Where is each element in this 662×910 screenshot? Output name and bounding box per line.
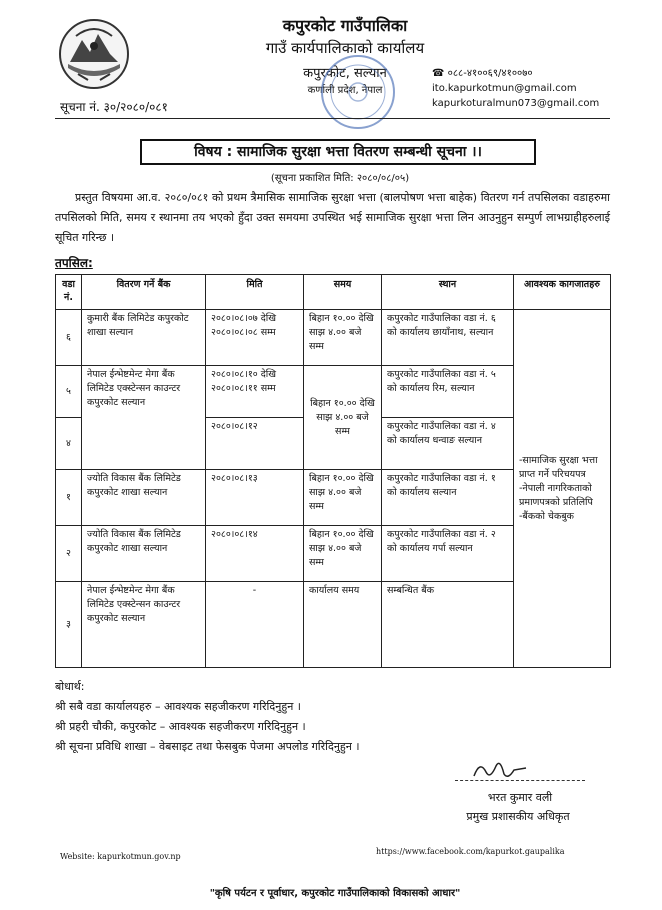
table-header-row (56, 275, 611, 310)
office-stamp-icon (318, 52, 398, 132)
cell-bank-b: कपुरकोट सल्यान (87, 397, 146, 408)
col-docs: आवश्यक कागजातहरु (514, 275, 611, 310)
table-row (56, 310, 611, 366)
cell-place: कपुरकोट गाउँपालिका वडा नं. ६ को कार्यालय छायाँनाथ, सल्यान (382, 310, 514, 366)
cell-date: २०८०।०८।१३ (206, 470, 304, 526)
cell-bank: ज्योति विकास बैंक लिमिटेड कपुरकोट शाखा सल्यान (82, 470, 206, 526)
notice-number: सूचना नं. ३०/२०८०/०८१ (60, 100, 168, 114)
notice-body: प्रस्तुत विषयमा आ.व. २०८०/०८१ को प्रथम त्रैमासिक सामाजिक सुरक्षा भत्ता (बालपोषण भत्ता बाहेक) वितरण गर्न तपसिलका वडाहरुमा तपसिलको मिति, समय र स्थानमा तय भएको हुँदा उक्त समयमा उपस्थित भई सामाजिक सुरक्षा भत्ता लिन आउनुहुन सम्पुर्ण लाभग्राहीहरुलाई सूचित गरिन्छ । (55, 191, 610, 244)
cell-date: २०८०।०८।१४ (206, 526, 304, 582)
cc-line: श्री सूचना प्रविधि शाखा – वेबसाइट तथा फेसबुक पेजमा अपलोड गरिदिनुहुन । (55, 740, 360, 753)
cell-ward: ३ (56, 582, 82, 668)
cell-date: २०८०।०८।१२ (206, 418, 304, 470)
cell-date: २०८०।०८।१० देखि २०८०।०८।११ सम्म (206, 366, 304, 418)
col-place: स्थान (382, 275, 514, 310)
cc-line: श्री सबै वडा कार्यालयहरु – आवश्यक सहजीकरण गरिदिनुहुन । (55, 700, 301, 713)
cell-place: कपुरकोट गाउँपालिका वडा नं. २ को कार्यालय गर्पा सल्यान (382, 526, 514, 582)
phone-line (432, 66, 599, 81)
nepal-emblem-icon (58, 18, 130, 90)
cell-ward: ६ (56, 310, 82, 366)
cell-bank: नेपाल ईन्भेष्टमेन्ट मेगा बैंक लिमिटेड एक्स्टेन्सन काउन्टर कपुरकोट सल्यान (82, 582, 206, 668)
cell-place: कपुरकोट गाउँपालिका वडा नं. ५ को कार्यालय रिम, सल्यान (382, 366, 514, 418)
signatory-title: प्रमुख प्रशासकीय अधिकृत (466, 810, 570, 823)
cell-ward: २ (56, 526, 82, 582)
cell-time: बिहान १०.०० देखि साझ ४.०० बजे सम्म (304, 366, 382, 470)
cell-date: २०८०।०८।०७ देखि २०८०।०८।०८ सम्म (206, 310, 304, 366)
cc-line: श्री प्रहरी चौकी, कपुरकोट – आवश्यक सहजीकरण गरिदिनुहुन । (55, 720, 306, 733)
cell-place: कपुरकोट गाउँपालिका वडा नं. ४ को कार्यालय धन्वाङ सल्यान (382, 418, 514, 470)
office-location: कपुरकोट, सल्यान (303, 66, 387, 81)
cc-title: बोधार्थ: (55, 680, 85, 693)
email-secondary[interactable]: kapurkoturalmun073@gmail.com (432, 98, 600, 109)
col-bank: वितरण गर्ने बैंक (82, 275, 206, 310)
cell-time: बिहान १०.०० देखि साझ ४.०० बजे सम्म (304, 310, 382, 366)
header-divider (55, 118, 610, 119)
col-date: मिति (206, 275, 304, 310)
cell-place: सम्बन्धित बैंक (382, 582, 514, 668)
cell-time: कार्यालय समय (304, 582, 382, 668)
schedule-table (55, 274, 611, 668)
phone-number: ०८८-४१००६९/४१००७० (447, 68, 533, 79)
cell-bank: कुमारी बैंक लिमिटेड कपुरकोट शाखा सल्यान (82, 310, 206, 366)
phone-icon: ☎ (432, 68, 448, 79)
department-name: गाउँ कार्यपालिकाको कार्यालय (265, 39, 425, 57)
office-name: कपुरकोट गाउँपालिका (282, 16, 408, 35)
schedule-title: तपसिल: (55, 256, 93, 270)
col-time: समय (304, 275, 382, 310)
subject-box: विषय : सामाजिक सुरक्षा भत्ता वितरण सम्बन्धी सूचना ।। (140, 139, 536, 165)
email-primary[interactable]: ito.kapurkotmun@gmail.com (432, 83, 577, 94)
cell-place: कपुरकोट गाउँपालिका वडा नं. १ को कार्यालय सल्यान (382, 470, 514, 526)
office-province: कर्णाली प्रदेश, नेपाल (307, 85, 383, 96)
contact-block (432, 66, 599, 111)
cell-ward: ५ (56, 366, 82, 418)
cell-date: - (206, 582, 304, 668)
cell-ward: ४ (56, 418, 82, 470)
facebook-link[interactable]: https://www.facebook.com/kapurkot.gaupalika (376, 847, 565, 856)
col-ward: वडा नं. (56, 275, 82, 310)
cell-ward: १ (56, 470, 82, 526)
website-link[interactable]: Website: kapurkotmun.gov.np (60, 852, 181, 861)
cell-required-docs: -सामाजिक सुरक्षा भत्ता प्राप्त गर्ने परिचयपत्र -नेपाली नागरिकताको प्रमाणपत्रको प्रतिलिपि -बैंकको चेकबुक (514, 310, 611, 668)
slogan: "कृषि पर्यटन र पूर्वाधार, कपुरकोट गाउँपालिकाको विकासको आधार" (209, 888, 461, 899)
cell-bank (82, 366, 206, 470)
cell-time: बिहान १०.०० देखि साझ ४.०० बजे सम्म (304, 470, 382, 526)
cell-time: बिहान १०.०० देखि साझ ४.०० बजे सम्म (304, 526, 382, 582)
signature-line (455, 780, 585, 781)
cell-bank-a: नेपाल ईन्भेष्टमेन्ट मेगा बैंक लिमिटेड एक्स्टेन्सन काउन्टर (87, 369, 181, 394)
cell-bank: ज्योति विकास बैंक लिमिटेड कपुरकोट शाखा सल्यान (82, 526, 206, 582)
publish-date: (सूचना प्रकाशित मिति: २०८०/०८/०५) (270, 173, 410, 184)
signatory-name: भरत कुमार वली (487, 791, 553, 804)
